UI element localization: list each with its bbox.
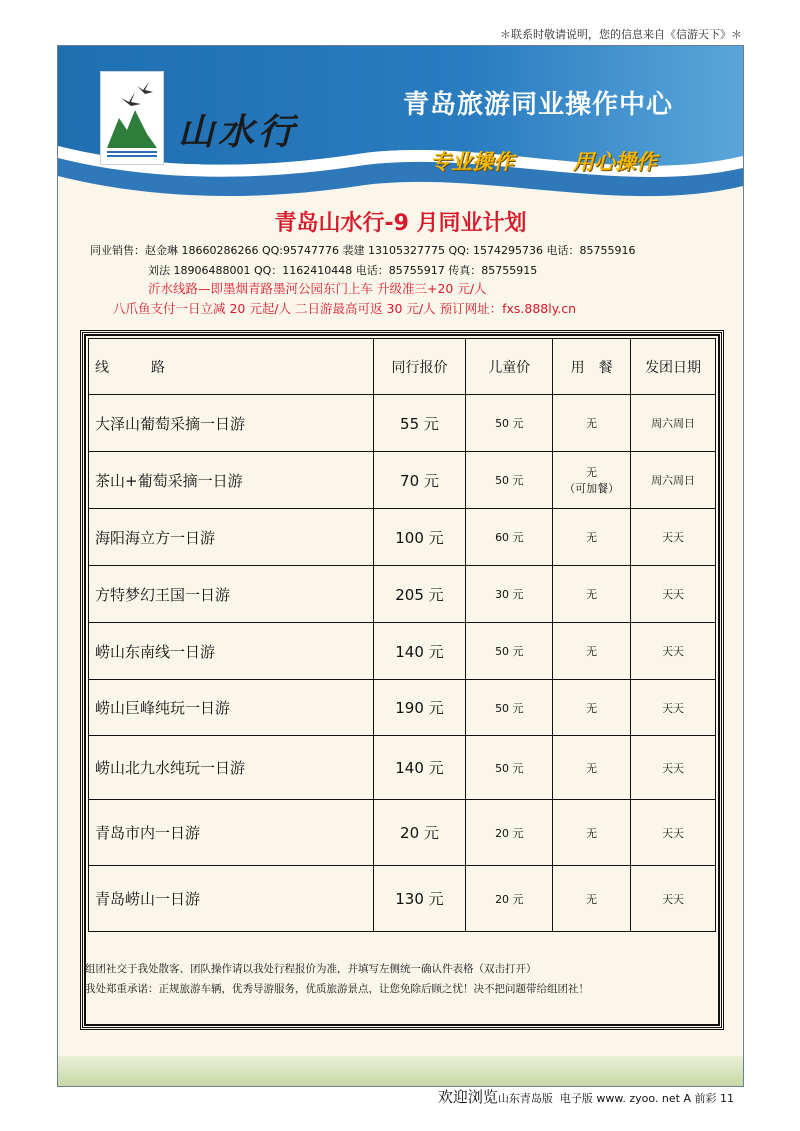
meal: 无 (553, 736, 631, 800)
top-note: ＊联系时敬请说明，您的信息来自《信游天下》＊ (500, 28, 742, 41)
meal: 无 (553, 623, 631, 680)
pickup-notice: 沂水线路—即墨烟青路墨河公园东门上车 升级准三+20 元/人 (148, 281, 487, 296)
departure-date: 周六周日 (631, 452, 716, 509)
child-price: 50 元 (466, 452, 553, 509)
header-departure: 发团日期 (631, 339, 716, 395)
route-name: 茶山+葡萄采摘一日游 (89, 452, 374, 509)
route-name: 青岛崂山一日游 (89, 866, 374, 932)
meal: 无 (553, 866, 631, 932)
peer-price: 130 元 (373, 866, 466, 932)
child-price: 20 元 (466, 866, 553, 932)
footer-edition: 山东青岛版 (497, 1092, 553, 1105)
child-price: 30 元 (466, 566, 553, 623)
peer-price: 140 元 (373, 736, 466, 800)
payment-notice: 八爪鱼支付一日立减 20 元起/人 二日游最高可返 30 元/人 预订网址：fxs.888ly.cn (113, 301, 577, 316)
meal: 无 (553, 509, 631, 566)
meal: 无 (553, 680, 631, 736)
departure-date: 天天 (631, 623, 716, 680)
departure-date: 天天 (631, 509, 716, 566)
departure-date: 天天 (631, 566, 716, 623)
departure-date: 天天 (631, 866, 716, 932)
route-name: 青岛市内一日游 (89, 800, 374, 866)
child-price: 50 元 (466, 680, 553, 736)
peer-price: 190 元 (373, 680, 466, 736)
slogan-professional: 专业操作 (430, 150, 514, 174)
route-name: 大泽山葡萄采摘一日游 (89, 395, 374, 452)
meal: 无 (553, 395, 631, 452)
route-name: 方特梦幻王国一日游 (89, 566, 374, 623)
flyer (57, 45, 744, 1087)
table-row (89, 866, 716, 932)
header-child-price: 儿童价 (466, 339, 553, 395)
brand-name: 山水行 (178, 111, 299, 153)
departure-date: 天天 (631, 680, 716, 736)
footer-welcome: 欢迎浏览 (437, 1088, 498, 1106)
peer-price: 205 元 (373, 566, 466, 623)
peer-price: 70 元 (373, 452, 466, 509)
peer-price: 100 元 (373, 509, 466, 566)
table-row (89, 680, 716, 736)
child-price: 50 元 (466, 395, 553, 452)
route-name: 崂山巨峰纯玩一日游 (89, 680, 374, 736)
child-price: 50 元 (466, 623, 553, 680)
logo (100, 71, 164, 165)
departure-date: 天天 (631, 800, 716, 866)
table-row (89, 509, 716, 566)
note-confirmation: 组团社交于我处散客、团队操作请以我处行程报价为准，并填写左侧统一确认件表格（双击打开） (85, 963, 537, 975)
child-price: 60 元 (466, 509, 553, 566)
child-price: 50 元 (466, 736, 553, 800)
slogan-dedicated: 用心操作 (573, 150, 657, 174)
meal-value: 无 (586, 466, 598, 479)
table-row (89, 736, 716, 800)
departure-date: 天天 (631, 736, 716, 800)
sales-contacts-2: 刘法 18906488001 QQ：1162410448 电话：85755917 传真：85755915 (148, 264, 538, 277)
meal: 无 (553, 566, 631, 623)
table-row (89, 452, 716, 509)
plan-title: 青岛山水行-9 月同业计划 (274, 211, 527, 236)
peer-price: 140 元 (373, 623, 466, 680)
price-table-frame (80, 330, 724, 1030)
meal-note: （可加餐） (564, 482, 620, 495)
note-promise: 我处郑重承诺：正规旅游车辆，优秀导游服务，优质旅游景点，让您免除后顾之忧！决不把问题带给组团社！ (85, 983, 589, 995)
table-row (89, 623, 716, 680)
page-footer (438, 1086, 734, 1107)
meal: 无 (553, 800, 631, 866)
sales-contacts-1: 同业销售：赵金琳 18660286266 QQ:95747776 裴建 13105327775 QQ: 1574295736 电话：85755916 (90, 244, 636, 257)
child-price: 20 元 (466, 800, 553, 866)
departure-date: 周六周日 (631, 395, 716, 452)
table-row (89, 800, 716, 866)
route-name: 崂山北九水纯玩一日游 (89, 736, 374, 800)
header-meal: 用 餐 (553, 339, 631, 395)
header-route: 线 路 (89, 339, 374, 395)
price-table (88, 338, 716, 932)
footer-edition-info: 电子版 www. zyoo. net A 前彩 11 (559, 1092, 734, 1105)
footer-notes (85, 959, 589, 999)
peer-price: 55 元 (373, 395, 466, 452)
grass-strip (58, 1056, 743, 1086)
header-price: 同行报价 (373, 339, 466, 395)
route-name: 海阳海立方一日游 (89, 509, 374, 566)
table-row (89, 395, 716, 452)
center-title: 青岛旅游同业操作中心 (403, 90, 674, 120)
route-name: 崂山东南线一日游 (89, 623, 374, 680)
table-row (89, 566, 716, 623)
peer-price: 20 元 (373, 800, 466, 866)
table-header-row (89, 339, 716, 395)
meal (553, 452, 631, 509)
